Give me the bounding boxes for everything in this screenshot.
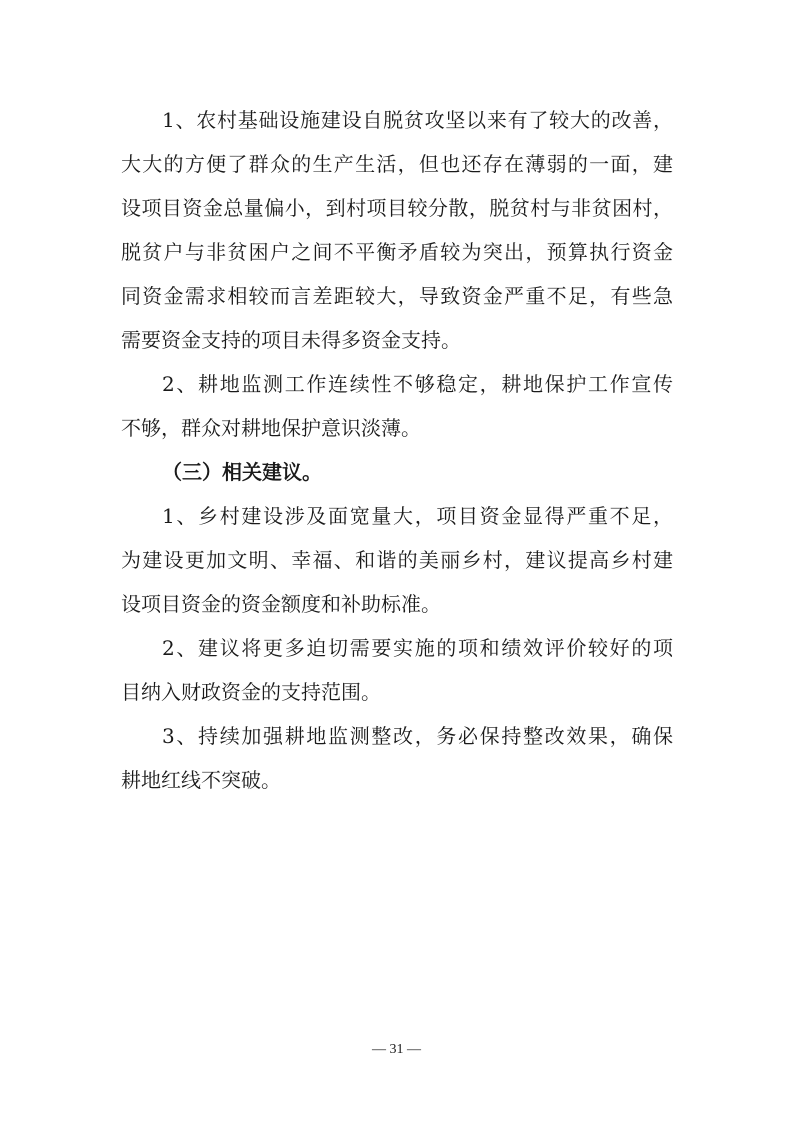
section-heading: （三）相关建议。: [162, 460, 322, 484]
text-line: 耕地红线不突破。: [121, 768, 281, 792]
suggestion-fiscal-support: [121, 626, 673, 714]
paragraph-infrastructure: [121, 98, 673, 362]
text-line: 1、农村基础设施建设自脱贫攻坚以来有了较大的改善，: [162, 108, 673, 132]
page-number: — 31 —: [372, 1042, 421, 1057]
text-line: 不够，群众对耕地保护意识淡薄。: [121, 416, 421, 440]
text-line: 设项目资金的资金额度和补助标准。: [121, 592, 441, 616]
text-line: 2、建议将更多迫切需要实施的项和绩效评价较好的项: [162, 636, 673, 660]
document-body: [121, 98, 673, 802]
suggestion-rural-funding: [121, 494, 673, 626]
text-line: 脱贫户与非贫困户之间不平衡矛盾较为突出，预算执行资金: [121, 240, 673, 264]
text-line: 目纳入财政资金的支持范围。: [121, 680, 381, 704]
text-line: 需要资金支持的项目未得多资金支持。: [121, 328, 461, 352]
text-line: 3、持续加强耕地监测整改，务必保持整改效果，确保: [162, 724, 673, 748]
text-line: 为建设更加文明、幸福、和谐的美丽乡村，建议提高乡村建: [121, 548, 673, 572]
text-line: 大大的方便了群众的生产生活，但也还存在薄弱的一面，建: [121, 152, 673, 176]
suggestion-farmland-redline: [121, 714, 673, 802]
text-line: 1、乡村建设涉及面宽量大，项目资金显得严重不足，: [162, 504, 673, 528]
paragraph-farmland-monitoring: [121, 362, 673, 450]
text-line: 设项目资金总量偏小，到村项目较分散，脱贫村与非贫困村，: [121, 196, 673, 220]
text-line: 同资金需求相较而言差距较大，导致资金严重不足，有些急: [121, 284, 673, 308]
text-line: 2、耕地监测工作连续性不够稳定，耕地保护工作宣传: [162, 372, 673, 396]
